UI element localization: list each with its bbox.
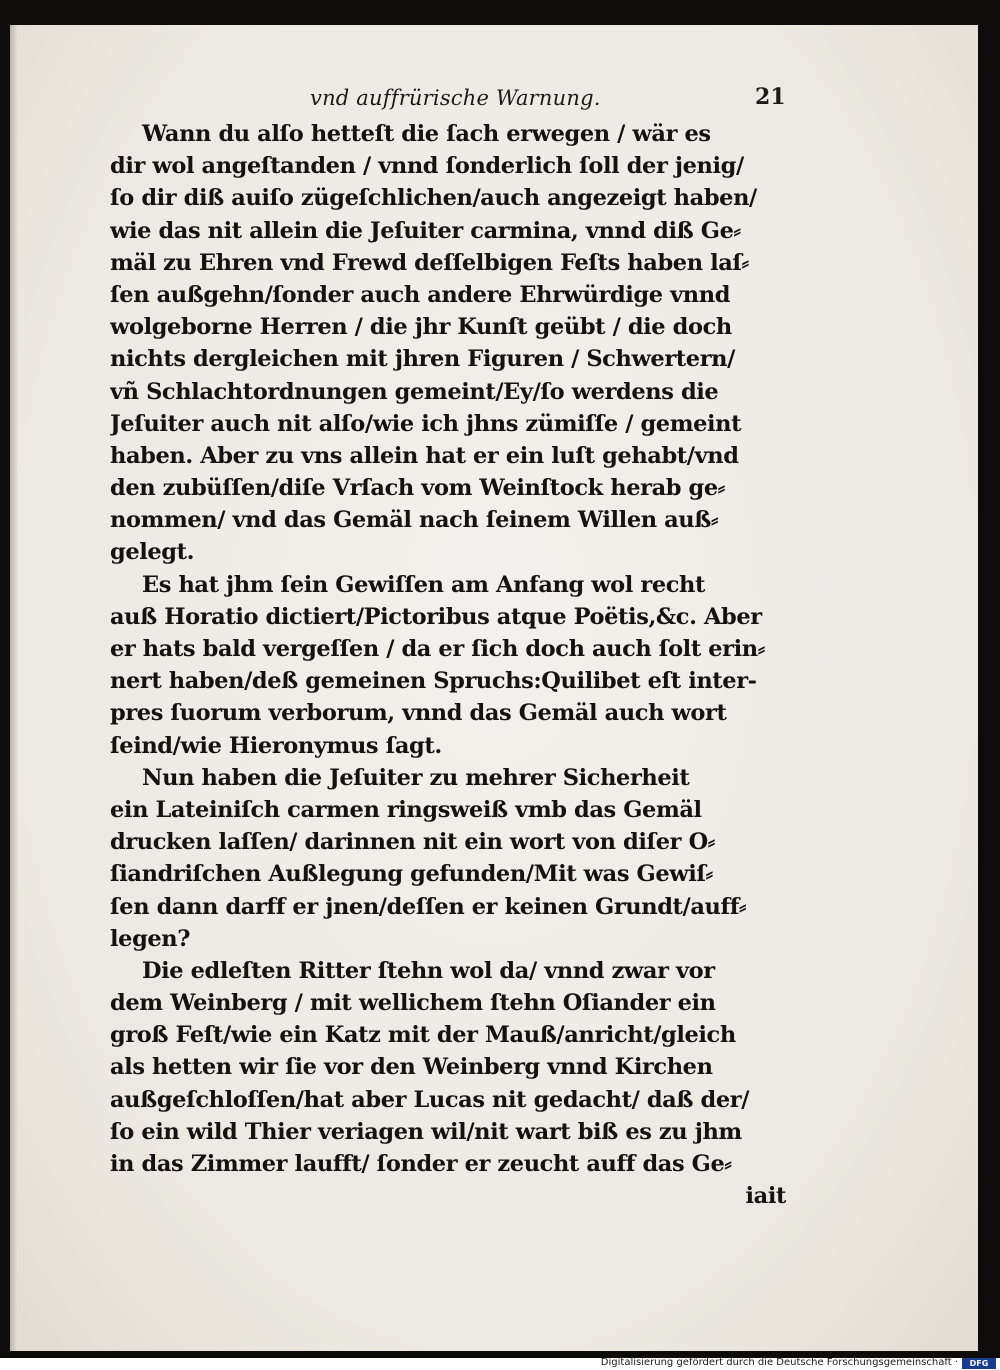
dfg-logo: DFG (962, 1358, 996, 1369)
text-line: als hetten wir ſie vor den Weinberg vnnd Kirchen (110, 1054, 713, 1081)
text-line: er hats bald vergeſſen / da er ſich doch auch ſolt erin⸗ (110, 636, 765, 662)
text-line: ſiandriſchen Außlegung gefunden/Mit was Gewiſ⸗ (110, 861, 713, 888)
text-line: ſen dann darff er jnen/deſſen er keinen Grundt/auff⸗ (110, 893, 747, 920)
text-line: dir wol angeſtanden / vnnd ſonderlich ſoll der jenig/ (110, 153, 744, 180)
funding-credit: Digitalisierung gefördert durch die Deutsche Forschungsgemeinschaft · (600, 1357, 958, 1368)
body-text (110, 118, 786, 1212)
digitization-footer (600, 1357, 1000, 1370)
text-line: nichts dergleichen mit jhren Figuren / Schwertern/ (110, 346, 735, 373)
catchword: iait (745, 1183, 786, 1210)
text-line: auß Horatio dictiert/Pictoribus atque Poëtis,&c. Aber (110, 603, 762, 630)
text-line: haben. Aber zu vns allein hat er ein luſt gehabt/vnd (110, 442, 739, 469)
text-line: ein Lateiniſch carmen ringsweiß vmb das Gemäl (110, 796, 702, 823)
text-line: außgeſchloſſen/hat aber Lucas nit gedacht/ daß der/ (110, 1086, 750, 1113)
page-gutter-shadow (10, 25, 18, 1351)
text-line: Die edleſten Ritter ſtehn wol da/ vnnd zwar vor (142, 957, 715, 984)
text-line: Nun haben die Jeſuiter zu mehrer Sicherheit (142, 764, 690, 791)
text-line: ſeind/wie Hieronymus ſagt. (110, 732, 442, 759)
page-header (310, 86, 790, 116)
text-line: ſen außgehn/ſonder auch andere Ehrwürdige vnnd (110, 281, 731, 308)
text-line: ſo dir diß auiſo zügeſchlichen/auch angezeigt haben/ (110, 185, 757, 212)
text-line: Jeſuiter auch nit alſo/wie ich jhns zümiſſe / gemeint (110, 410, 742, 437)
text-line: gelegt. (110, 539, 195, 566)
text-line: nert haben/deß gemeinen Spruchs:Quilibet eſt inter- (110, 668, 757, 695)
text-line: Es hat jhm ſein Gewiſſen am Anfang wol recht (142, 571, 705, 598)
text-line: nommen/ vnd das Gemäl nach ſeinem Willen auß⸗ (110, 507, 719, 534)
text-line: mäl zu Ehren vnd Frewd deſſelbigen Feſts haben laſ⸗ (110, 249, 749, 276)
text-line: in das Zimmer laufft/ ſonder er zeucht auff das Ge⸗ (110, 1151, 732, 1177)
text-line: pres ſuorum verborum, vnnd das Gemäl auch wort (110, 700, 727, 727)
text-line: drucken laſſen/ darinnen nit ein wort von diſer O⸗ (110, 829, 715, 856)
text-line: ſo ein wild Thier veriagen wil/nit wart biß es zu jhm (110, 1118, 742, 1145)
text-line: groß Feſt/wie ein Katz mit der Mauß/anricht/gleich (110, 1022, 736, 1049)
text-line: den zubüſſen/diſe Vrſach vom Weinſtock herab ge⸗ (110, 475, 725, 502)
running-title: vnd auffrürische Warnung. (310, 86, 601, 110)
text-line: wolgeborne Herren / die jhr Kunſt geübt / die doch (110, 314, 732, 341)
text-line: legen? (110, 925, 191, 952)
text-line: dem Weinberg / mit wellichem ſtehn Oſiander ein (110, 990, 716, 1017)
page-number: 21 (755, 84, 786, 110)
text-line: Wann du alſo hetteſt die ſach erwegen / wär es (142, 121, 711, 147)
text-line: wie das nit allein die Jeſuiter carmina, vnnd diß Ge⸗ (110, 217, 741, 244)
text-line: vñ Schlachtordnungen gemeint/Ey/ſo werdens die (110, 378, 719, 405)
